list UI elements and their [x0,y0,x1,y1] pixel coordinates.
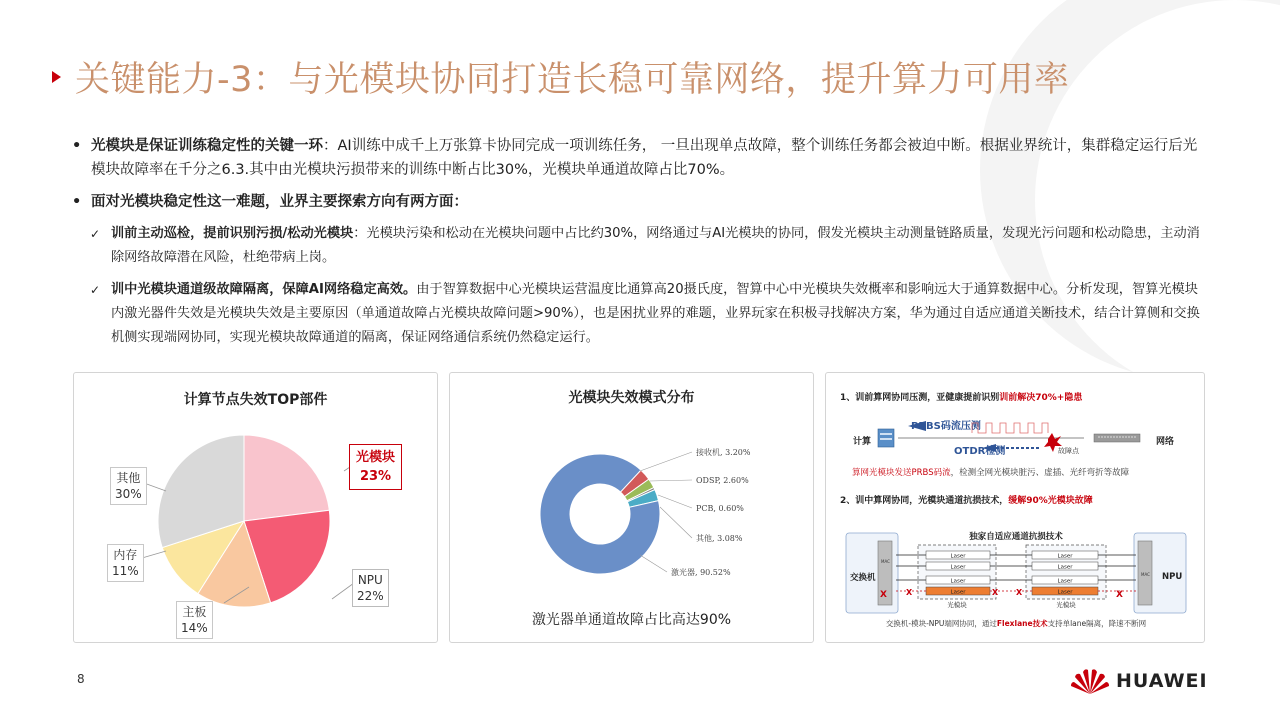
laser-label: Laser [950,578,966,585]
laser-label: Laser [1057,589,1073,596]
pie-label-text: NPU [357,573,383,587]
sub-bullet-1 [90,222,1202,270]
donut-caption: 激光器单通道故障占比高达90% [531,612,732,628]
pie-slice-0 [244,435,329,521]
isolation-x: X [1016,588,1023,597]
huawei-petal-icon [1070,666,1110,696]
brand-name: HUAWEI [1116,670,1208,692]
pie-label-text: 其他 [116,471,141,485]
isolation-x: X [992,588,999,597]
otdr-label: OTDR检测 [954,446,1006,457]
huawei-logo [1070,666,1208,696]
donut-label: PCB, 0.60% [696,504,744,513]
sub-bullet-2-bold: 训中光模块通道级故障隔离，保障AI网络稳定高效。 [111,282,417,297]
compute-label: 计算 [853,437,872,447]
pie-label-value: 14% [181,621,208,635]
bullet-1-bold: 光模块是保证训练稳定性的关键一环 [91,138,323,154]
laser-label: Laser [1057,553,1073,560]
sub-bullet-1-text: ：光模块污染和松动在光模块问题中占比约30%，网络通过与AI光模块的协同，假发光模块主动测量链路质量，发现光污问题和松动隐患，主动消除网络故障潜在风险，杜绝带病上岗。 [111,226,1200,265]
pie-label-optical-module [349,444,402,490]
checkmark-icon: ✓ [90,283,101,297]
switch-fault-x: X [880,590,887,600]
server-icon [878,429,894,447]
failure-mode-donut-chart [450,373,815,644]
laser-label: Laser [950,564,966,571]
diagram-footer: 交换机-模块-NPU端网协同，通过Flexlane技术支持单lane隔离，降速不断网 [885,619,1147,628]
failure-mode-panel [449,372,814,643]
bullet-dot-icon: • [72,194,82,210]
fault-point-label: 故障点 [1058,447,1079,455]
slide-body [72,134,1202,358]
sub-bullet-2 [90,278,1202,350]
bullet-1-text: ：AI训练中成千上万张算卡协同完成一项训练任务， 一旦出现单点故障，整个训练任务都会被迫中断。根据业界统计，集群稳定运行后光模块故障率在千分之6.3.其中由光模块污损带来的训练中断占比30%，光模块单通道故障占比70%。 [91,138,1198,178]
donut-leader-line [640,452,692,471]
slide-title-row [52,54,1069,100]
donut-label: ODSP, 2.60% [696,476,749,485]
network-label: 网络 [1156,437,1175,447]
prbs-waveform [972,423,1048,433]
donut-leader-line [640,555,667,572]
pie-label-memory [107,544,144,582]
donut-chart-title: 光模块失效模式分布 [568,390,695,406]
sub-bullet-2-text: 由于智算数据中心光模块运营温度比通算高20摄氏度，智算中心中光模块失效概率和影响远大于通算数据中心。分析发现，智算光模块内激光器件失效是光模块失效是主要原因（单通道故障占光模块故障问题>90%），也是困扰业界的难题，业界玩家在积极寻找解决方案，华为通过自适应通道关断技术，结合计算侧和交换机侧实现端网协同，实现光模块故障通道的隔离，保证网络通信系统仍然稳定运行。 [111,282,1200,345]
failure-parts-panel [73,372,438,643]
switch-label: 交换机 [850,573,876,583]
title-marker-icon [52,71,61,83]
npu-label: NPU [1162,572,1183,582]
npu-fault-x: X [1116,590,1123,600]
pie-label-value: 11% [112,564,139,578]
pie-label-value: 23% [359,469,392,484]
bullet-1 [72,134,1202,182]
switch-icon [1094,434,1140,442]
step1-heading: 1、训前算网协同压测，亚健康提前识别训前解决70%+隐患 [840,393,1083,403]
donut-leader-line [658,495,692,508]
pie-label-mainboard [176,601,213,639]
step1-description: 算网光模块发送PRBS码流，检测全网光模块脏污、虚插、光纤弯折等故障 [852,468,1130,478]
step2-heading: 2、训中算网协同，光模块通道抗损技术，缓解90%光模块故障 [840,496,1093,506]
laser-label: Laser [1057,578,1073,585]
laser-label: Laser [950,589,966,596]
tech-title: 独家自适应通道抗损技术 [969,532,1063,542]
pie-label-text: 内存 [113,548,138,562]
prbs-label: PRBS码流压测 [911,421,981,432]
slide-title: 关键能力-3：与光模块协同打造长稳可靠网络，提升算力可用率 [75,60,1070,100]
donut-label: 接收机, 3.20% [696,448,751,457]
donut-leader-line [650,480,692,481]
pie-label-value: 30% [115,487,142,501]
sub-bullet-1-bold: 训前主动巡检，提前识别污损/松动光模块 [111,226,354,241]
bullet-2-bold: 面对光模块稳定性这一难题，业界主要探索方向有两方面： [91,194,468,210]
pie-label-other [110,467,147,505]
laser-label: Laser [950,553,966,560]
checkmark-icon: ✓ [90,227,101,241]
page-number: 8 [77,672,85,686]
solution-diagram-panel [825,372,1205,643]
bullet-dot-icon: • [72,138,82,154]
solution-diagram [826,373,1206,644]
module-label: 光模块 [947,601,967,609]
pie-label-text: 光模块 [356,450,396,465]
pie-chart-title: 计算节点失效TOP部件 [183,392,328,408]
donut-leader-line [660,507,692,538]
bullet-2 [72,190,1202,214]
donut-label: 激光器, 90.52% [671,568,731,577]
donut-label: 其他, 3.08% [696,534,743,543]
isolation-x: X [906,588,913,597]
pie-label-npu [352,569,389,607]
module-label: 光模块 [1056,601,1076,609]
switch-mac-label: MAC [881,559,890,564]
pie-label-value: 22% [357,589,384,603]
npu-mac-label: MAC [1141,572,1150,577]
laser-label: Laser [1057,564,1073,571]
pie-label-text: 主板 [182,605,207,619]
